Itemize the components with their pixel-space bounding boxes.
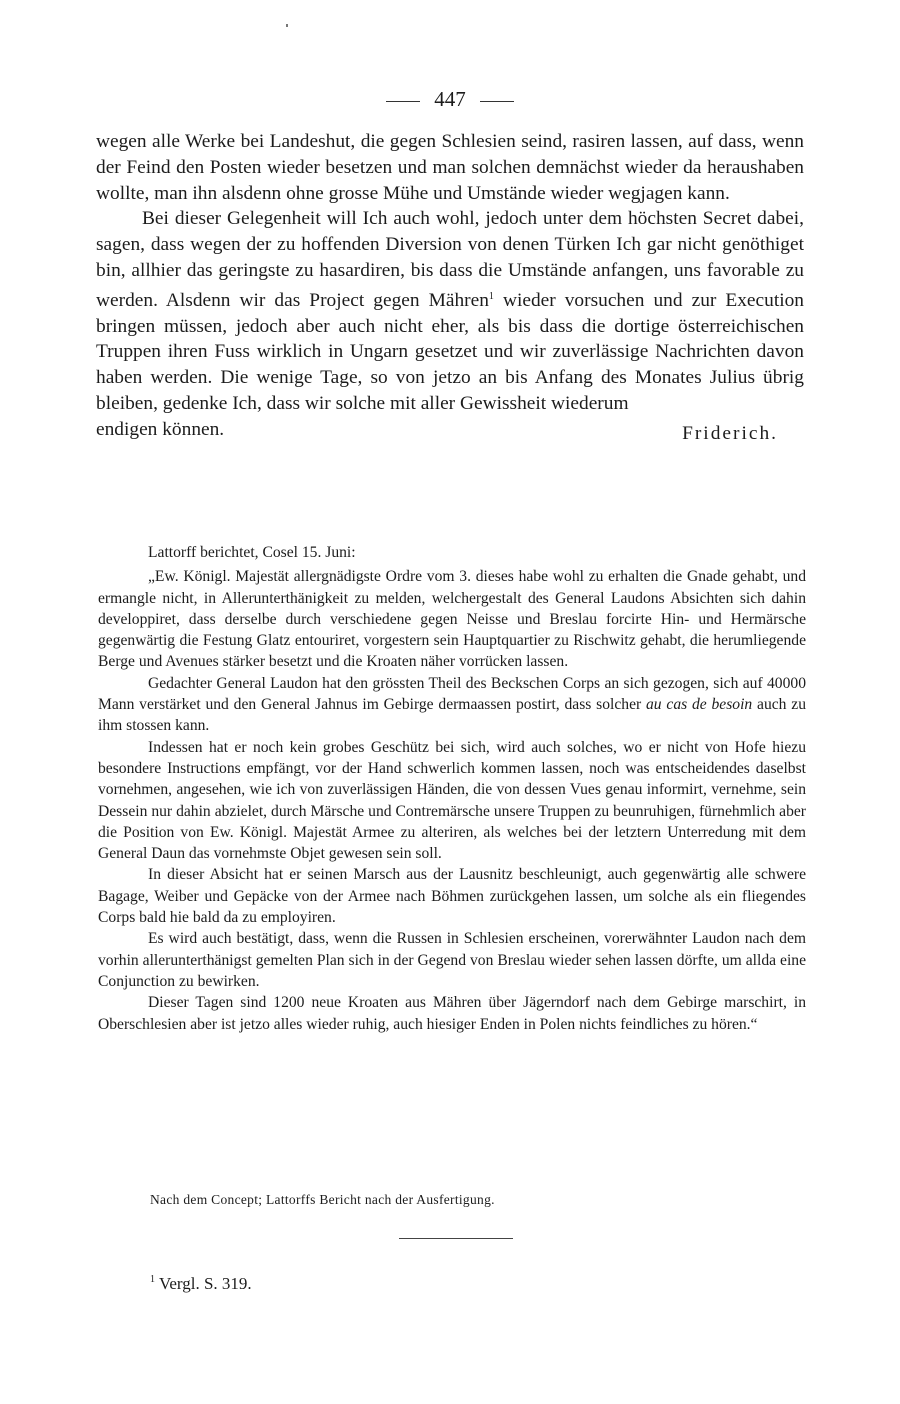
lattorff-report	[98, 542, 806, 1035]
report-paragraph-2: Gedachter General Laudon hat den grössten Theil des Beckschen Corps an sich gezogen, sich auf 40000 Mann verstärket und den General Jahnus im Gebirge dermaassen postirt, dass solcher au cas de besoin auch zu ihm stossen kann.	[98, 674, 806, 735]
source-note: Nach dem Concept; Lattorffs Bericht nach der Ausfertigung.	[150, 1192, 495, 1207]
report-paragraph-4: In dieser Absicht hat er seinen Marsch aus der Lausnitz beschleunigt, auch gegenwärtig alle schwere Bagage, Weiber und Gepäcke von der Armee nach Böhmen zurückgehen lassen, um solche als ein fliegendes Corps bald hie bald da zu employiren.	[98, 866, 806, 927]
letter-paragraph-1: wegen alle Werke bei Landeshut, die gegen Schlesien seind, rasiren lassen, auf dass, wenn der Feind den Posten wieder besetzen und man solchen demnächst wieder da heraushaben wollte, man ihn alsdenn ohne grosse Mühe und Umstände wieder wegjagen kann.	[96, 131, 804, 204]
report-paragraph-1: „Ew. Königl. Majestät allergnädigste Ordre vom 3. dieses habe wohl zu erhalten die Gnade gehabt, und ermangle nicht, in Allerunterthänigkeit zu melden, welchergestalt des General Laudons Absichten sich dahin developpiret, dass derselbe durch verschiedene gegen Neisse und Breslau forcirte Hin- und Hermärsche gegenwärtig die Festung Glatz entouriret, vorgestern sein Hauptquartier zu Rischwitz gehabt, die herumliegende Berge und Avenues stärker besetzt und die Kroaten näher vorrücken lassen.	[98, 568, 806, 671]
letter-paragraph-2: Bei dieser Gelegenheit will Ich auch wohl, jedoch unter dem höchsten Secret dabei, sagen, dass wegen der zu hoffenden Diversion von denen Türken Ich gar nicht genöthiget bin, allhier das geringste zu hasardiren, bis dass die Umstände anfangen, uns favorable zu werden. Alsdenn wir das Project gegen Mähren$^1$ wieder vorsuchen und zur Execution bringen müssen, jedoch aber auch nicht eher, als bis dass die dortige österreichischen Truppen ihren Fuss wirklich in Ungarn gesetzet und wir zuverlässige Nachrichten davon haben werden. Die wenige Tage, so von jetzo an bis Anfang des Monates Julius übrig bleiben, gedenke Ich, dass wir solche mit aller Gewissheit wiederum	[96, 208, 804, 414]
print-speck	[286, 24, 288, 27]
report-paragraph-5: Es wird auch bestätigt, dass, wenn die Russen in Schlesien erscheinen, vorerwähnter Laudon nach dem vorhin allerunterthänigst gemelten Plan sich in der Gegend von Breslau wieder sehen lassen dörfte, um allda eine Conjunction zu bewirken.	[98, 930, 806, 990]
letter-last-line: endigen können.	[96, 418, 225, 440]
italic-phrase: au cas de besoin	[646, 696, 753, 714]
header-dash-right	[480, 101, 514, 102]
closing-line	[96, 417, 804, 443]
signature: Friderich.	[682, 422, 778, 444]
report-intro: Lattorff berichtet, Cosel 15. Juni:	[148, 544, 356, 561]
footnote-number: 1	[150, 1274, 155, 1285]
footnote-text: Vergl. S. 319.	[155, 1274, 252, 1293]
footnote	[150, 1274, 252, 1294]
report-paragraph-6: Dieser Tagen sind 1200 neue Kroaten aus Mähren über Jägerndorf nach dem Gebirge marschirt, in Oberschlesien aber ist jetzo alles wieder ruhig, auch hiesiger Enden in Polen nichts feindliches zu hören.“	[98, 994, 806, 1033]
page-number: 447	[434, 87, 466, 111]
footnote-rule	[399, 1238, 513, 1239]
letter-body	[96, 129, 804, 443]
header-dash-left	[386, 101, 420, 102]
report-paragraph-3: Indessen hat er noch kein grobes Geschütz bei sich, wird auch solches, wo er nicht von Hofe hiezu besondere Instructions empfängt, vor der Hand schwerlich kommen lassen, noch was entscheidendes daselbst vornehmen, angesehen, wie ich von zuverlässigen Händen, die von dessen Vues genau informirt, vernehme, sein Dessein nur dahin abzielet, durch Märsche und Contremärsche unsere Truppen zu beunruhigen, fürnehmlich aber die Position von Ew. Königl. Majestät Armee zu alteriren, als welches bei der letztern Unterredung mit dem General Daun das vornehmste Objet gewesen sein soll.	[98, 738, 806, 863]
page-header	[0, 86, 900, 112]
footnote-marker: 1	[488, 290, 494, 302]
